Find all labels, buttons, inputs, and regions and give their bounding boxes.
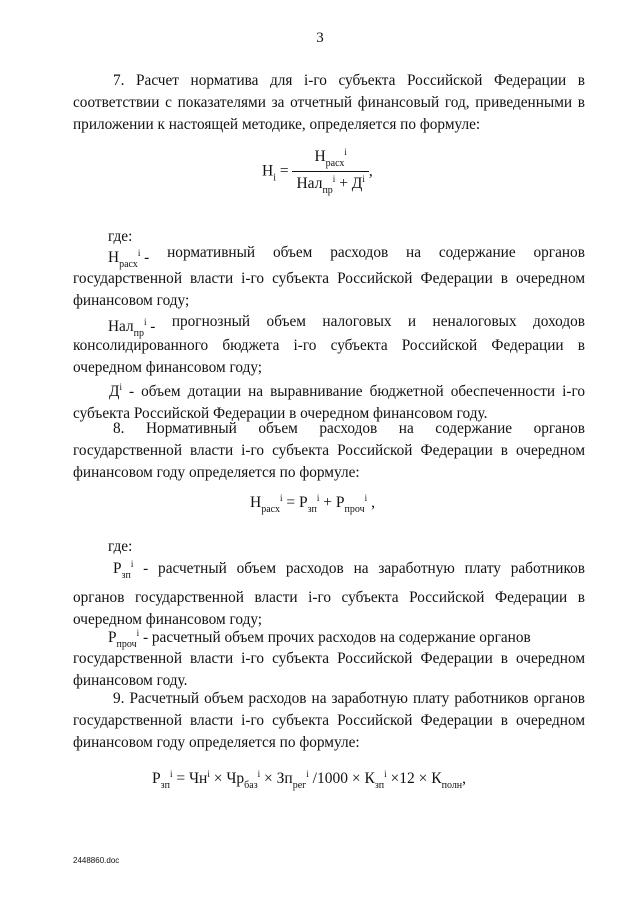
definition-nal-line1: Нал$_{пр}^i$ - прогнозный объем налоговых и неналоговых доходов xyxy=(108,313,585,339)
formula-nrash: $Н_{расх}^i = Р_{зп}^i + Р_{проч}^i$ , xyxy=(250,493,375,515)
paragraph-item-9: 9. Расчетный объем расходов на заработную плату работников органов государственной власти i-го субъекта Российской Федерации в очередном финансовом году определяется по формуле: xyxy=(73,690,585,751)
where-label-1: где: xyxy=(108,228,133,245)
definition-nrash-line1: $Н_{расх}^i$ - нормативный объем расходов на содержание органов xyxy=(108,244,585,270)
formula-norm: $Н_i$ = $\frac{Н_{расх}^i}{Нал_{пр}^i + Д^i}$ , xyxy=(262,147,373,196)
formula-rzp: $Р_{зп}^i = Чн^i \times Чр_{баз}^i \times Зп_{рег}^i$ $/1000 \times К_{зп}^i \times 12 \times К_{полн}$, xyxy=(152,769,467,791)
definition-nal-rest: консолидированного бюджета i-го субъекта Российской Федерации в очередном финансовом году; xyxy=(73,337,585,376)
where-label-2: где: xyxy=(108,538,133,555)
definition-d: $Д^i$ - объем дотации на выравнивание бюджетной обеспеченности i-го субъекта Российской Федерации в очередном финансовом году. xyxy=(73,382,585,422)
definition-rzp: $Р_{зп}^i$ - расчетный объем расходов на заработную плату работников органов государственной власти i-го субъекта Российской Федерации в очередном финансовом году; xyxy=(73,559,585,628)
definition-nrash-rest: государственной власти i-го субъекта Российской Федерации в очередном финансовом году; xyxy=(73,270,585,309)
fraction: $\frac{Н_{расх}^i}{Нал_{пр}^i + Д^i}$ xyxy=(292,148,368,196)
page-number: 3 xyxy=(316,30,324,46)
definition-rproch-line1: $Р_{проч}^i$ - расчетный объем прочих расходов на содержание органов xyxy=(108,628,531,650)
paragraph-item-8: 8. Нормативный объем расходов на содержание органов государственной власти i-го субъекта Российской Федерации в очередном финансовом году определяется по формуле: xyxy=(73,420,585,481)
paragraph-item-7: 7. Расчет норматива для i-го субъекта Российской Федерации в соответствии с показателями за отчетный финансовый год, приведенными в приложении к настоящей методике, определяется по формуле: xyxy=(73,72,585,133)
definition-rproch-rest: государственной власти i-го субъекта Российской Федерации в очередном финансовом году. xyxy=(73,650,585,689)
footer-filename: 2448860.doc xyxy=(73,856,120,865)
